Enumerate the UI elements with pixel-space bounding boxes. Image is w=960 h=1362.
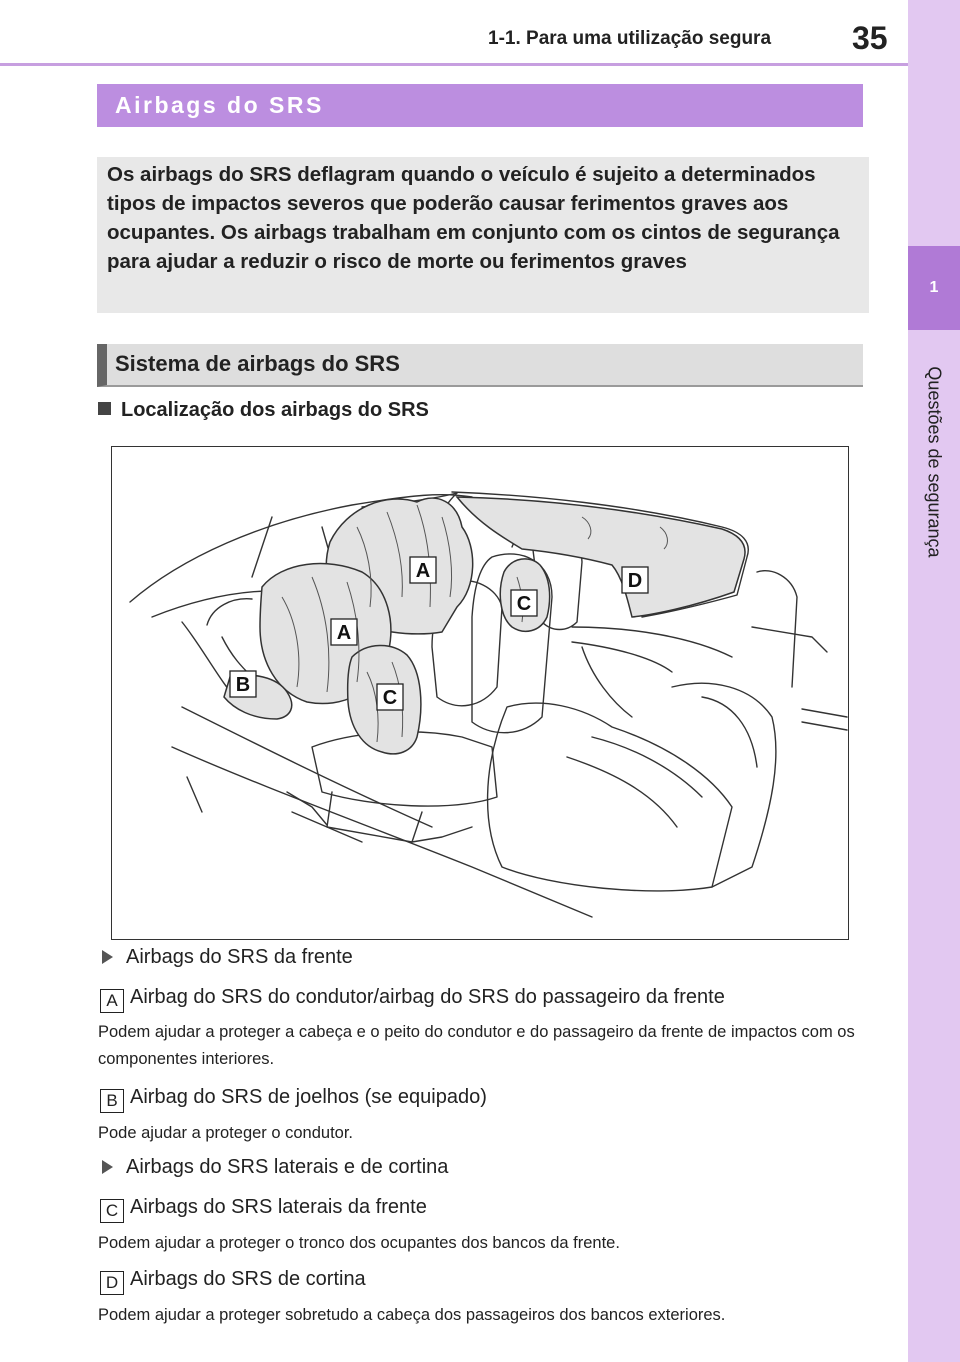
passenger-seat-cushion bbox=[488, 703, 732, 891]
header-rule bbox=[0, 63, 908, 66]
item-a-title: Airbag do SRS do condutor/airbag do SRS do passageiro da frente bbox=[130, 986, 725, 1008]
callout-b bbox=[230, 671, 256, 697]
item-c-desc: Podem ajudar a proteger o tronco dos ocupantes dos bancos da frente. bbox=[98, 1234, 620, 1252]
item-d-title: Airbags do SRS de cortina bbox=[130, 1268, 366, 1290]
chapter-number: 1 bbox=[908, 246, 960, 330]
running-header: 1-1. Para uma utilização segura bbox=[488, 28, 772, 49]
subsection-banner bbox=[97, 344, 863, 387]
car-interior-illustration bbox=[112, 447, 849, 940]
bullet-front-airbags bbox=[98, 946, 888, 969]
page-number: 35 bbox=[852, 20, 888, 56]
svg-text:A: A bbox=[336, 622, 352, 644]
svg-text:C: C bbox=[382, 687, 398, 709]
callout-a-lower bbox=[331, 619, 357, 645]
item-a bbox=[98, 986, 888, 1013]
bullet-text: Airbags do SRS da frente bbox=[126, 946, 353, 968]
triangle-bullet-icon bbox=[102, 950, 113, 964]
letter-box-b: B bbox=[100, 1089, 124, 1113]
svg-text:A: A bbox=[415, 560, 431, 582]
letter-box-d: D bbox=[100, 1271, 124, 1295]
item-c bbox=[98, 1196, 888, 1223]
bullet-text: Airbags do SRS laterais e de cortina bbox=[126, 1156, 449, 1178]
callout-a-upper bbox=[410, 557, 436, 583]
floor-line bbox=[172, 747, 592, 917]
callout-c-right bbox=[511, 590, 537, 616]
svg-text:B: B bbox=[235, 674, 251, 696]
square-bullet-icon bbox=[98, 402, 111, 415]
location-heading-text: Localização dos airbags do SRS bbox=[121, 399, 429, 421]
letter-box-c: C bbox=[100, 1199, 124, 1223]
svg-text:D: D bbox=[627, 570, 643, 592]
item-b bbox=[98, 1086, 888, 1113]
side-tab bbox=[908, 0, 960, 1362]
chapter-label: Questões de segurança bbox=[924, 366, 945, 558]
item-d-desc: Podem ajudar a proteger sobretudo a cabeça dos passageiros dos bancos exteriores. bbox=[98, 1306, 726, 1324]
item-a-desc: Podem ajudar a proteger a cabeça e o peito do condutor e do passageiro da frente de impactos com os componentes interiores. bbox=[98, 1023, 855, 1068]
item-b-desc: Pode ajudar a proteger o condutor. bbox=[98, 1124, 354, 1142]
item-b-title: Airbag do SRS de joelhos (se equipado) bbox=[130, 1086, 487, 1108]
bullet-side-curtain-airbags bbox=[98, 1156, 888, 1179]
letter-box-a: A bbox=[100, 989, 124, 1013]
subsection-title: Sistema de airbags do SRS bbox=[115, 351, 400, 376]
location-heading bbox=[98, 399, 429, 422]
item-d bbox=[98, 1268, 888, 1295]
triangle-bullet-icon bbox=[102, 1160, 113, 1174]
svg-text:C: C bbox=[516, 593, 532, 615]
section-banner bbox=[97, 84, 863, 127]
section-title: Airbags do SRS bbox=[115, 92, 324, 118]
airbag-location-figure bbox=[111, 446, 849, 940]
callout-c-left bbox=[377, 684, 403, 710]
item-c-title: Airbags do SRS laterais da frente bbox=[130, 1196, 427, 1218]
intro-box: Os airbags do SRS deflagram quando o veículo é sujeito a determinados tipos de impactos severos que poderão causar ferimentos graves aos ocupantes. Os airbags trabalham em conjunto com os cintos de segurança para ajudar a reduzir o risco de morte ou ferimentos graves bbox=[97, 157, 869, 313]
callout-d bbox=[622, 567, 648, 593]
